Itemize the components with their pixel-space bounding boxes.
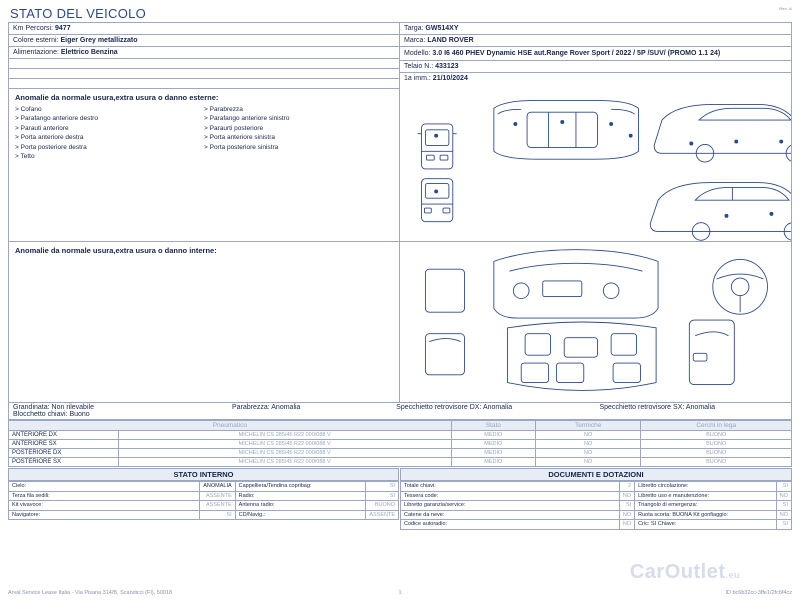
row-key: Antenna radio:	[235, 501, 366, 511]
note-grandinata	[9, 403, 228, 419]
table-row	[9, 482, 399, 492]
row-key: Cappelliera/Tendina copribag:	[235, 482, 366, 492]
note-parabrezza-value: Anomalia	[271, 404, 301, 411]
row-key	[635, 510, 777, 520]
row-key: Libretto garanzia/service:	[401, 501, 620, 511]
table-row	[9, 449, 792, 458]
list-item: > Paraurti posteriore	[204, 124, 393, 133]
tyre-stato: MEDIO	[451, 431, 535, 440]
footer-document-id: ID bc6b32cc-3ffe1/2fc6f4cz	[725, 590, 792, 596]
note-parabrezza	[228, 403, 392, 419]
cric-label: Cric:	[638, 521, 650, 528]
field-targa-label: Targa:	[404, 25, 424, 32]
field-alimentazione-value: Elettrico Benzina	[60, 49, 118, 56]
tyres-header-stato: Stato	[451, 421, 535, 431]
note-parabrezza-label: Parabrezza:	[231, 404, 270, 411]
field-modello-value: 3.0 I6 460 PHEV Dynamic HSE aut.Range Rover Sport / 2022 / 5P /SUV/ (PROMO 1.1 24)	[432, 50, 721, 57]
condition-notes-row	[8, 403, 792, 420]
car-front-view	[418, 124, 457, 169]
tyre-position: ANTERIORE DX	[9, 431, 119, 440]
list-item: > Parabrezza	[204, 105, 393, 114]
car-side-view-lower	[650, 183, 791, 241]
field-modello	[400, 47, 791, 61]
car-side-view-upper	[654, 104, 791, 162]
row-value: BUONO	[366, 501, 399, 511]
interior-damage-list	[9, 242, 400, 402]
spacer-row-1	[9, 59, 399, 69]
row-value: SI	[200, 510, 235, 520]
table-row	[9, 440, 792, 449]
row-key: Cielo:	[9, 482, 200, 492]
footer-page-number: 1	[398, 590, 402, 596]
note-specchietto-sx-value: Anomalia	[685, 404, 716, 411]
row-key: Catene da neve:	[401, 510, 620, 520]
revision-label: Rev. A	[779, 6, 792, 11]
car-top-view	[494, 100, 639, 159]
field-marca-label: Marca:	[404, 37, 426, 44]
interior-state-table	[8, 481, 399, 520]
ruota-scorta-value: BUONA	[672, 511, 692, 518]
note-specchietto-sx-label: Specchietto retrovisore SX:	[599, 404, 685, 411]
field-targa	[400, 23, 791, 35]
field-km	[9, 23, 399, 35]
tyre-spec: MICHELIN CS 285/45 R22 000/088 V	[118, 440, 451, 449]
exterior-damage-title: Anomalie da normale usura,extra usura o danno esterne:	[15, 93, 219, 102]
tyre-termiche: NO	[535, 431, 641, 440]
tyre-termiche: NO	[535, 440, 641, 449]
row-key: Triangolo di emergenza:	[635, 501, 777, 511]
row-value: NO	[619, 520, 634, 530]
page-title: STATO DEL VEICOLO	[8, 6, 792, 23]
table-row	[401, 520, 792, 530]
note-blocchetto-label: Blocchetto chiavi:	[13, 411, 68, 418]
row-value: SI	[776, 520, 791, 530]
spacer-row-3	[9, 79, 399, 89]
interior-diagram-area	[400, 242, 791, 402]
note-grandinata-label: Grandinata:	[13, 404, 50, 411]
tyres-header-row	[9, 421, 792, 431]
row-value: 2	[619, 482, 634, 492]
row-key: Totale chiavi:	[401, 482, 620, 492]
vehicle-right-column	[400, 23, 791, 89]
dashboard-diagram	[494, 250, 658, 318]
tyre-spec: MICHELIN CS 285/45 R22 000/088 V	[118, 449, 451, 458]
field-alimentazione-label: Alimentazione:	[13, 49, 59, 56]
row-value: NO	[776, 491, 791, 501]
table-row	[401, 482, 792, 492]
note-grandinata-value: Non rilevabile	[51, 404, 94, 411]
cric-value: SI	[650, 521, 657, 528]
table-row	[9, 458, 792, 467]
list-item: > Parauti anteriore	[15, 124, 204, 133]
note-blocchetto-line	[13, 411, 224, 418]
tyre-cerchi: BUONO	[641, 449, 792, 458]
tyre-stato: MEDIO	[451, 449, 535, 458]
ruota-scorta-label: Ruota scorta:	[638, 511, 671, 518]
row-value: NO	[619, 510, 634, 520]
row-value: SI	[776, 501, 791, 511]
tyre-stato: MEDIO	[451, 458, 535, 467]
table-row	[401, 510, 792, 520]
tyre-stato: MEDIO	[451, 440, 535, 449]
note-specchietto-sx	[595, 403, 791, 419]
note-specchietto-dx-value: Anomalia	[482, 404, 513, 411]
tyres-header-termiche: Termiche	[535, 421, 641, 431]
table-row	[401, 491, 792, 501]
row-value: SI	[366, 482, 399, 492]
list-item: > Parafango anteriore sinistro	[204, 114, 393, 123]
note-grandinata-line	[13, 404, 224, 411]
row-value: SI	[366, 491, 399, 501]
page-footer	[8, 590, 792, 596]
row-value: SI	[619, 501, 634, 511]
field-prima-immatricolazione	[400, 73, 791, 84]
bottom-sections	[8, 468, 792, 530]
field-telaio	[400, 61, 791, 73]
table-row	[9, 431, 792, 440]
field-km-label: Km Percorsi:	[13, 25, 54, 32]
table-row	[9, 510, 399, 520]
table-row	[401, 501, 792, 511]
field-alimentazione	[9, 47, 399, 59]
documents-section	[400, 468, 792, 530]
vehicle-identification	[8, 23, 792, 89]
table-row	[9, 501, 399, 511]
documents-table	[400, 481, 792, 530]
list-item: > Porta anteriore sinistra	[204, 133, 393, 142]
list-item: > Tetto	[15, 152, 204, 161]
field-prima-immatricolazione-value: 21/10/2024	[432, 75, 468, 83]
tyre-cerchi: BUONO	[641, 458, 792, 467]
field-telaio-label: Telaio N.:	[404, 63, 434, 71]
list-item: > Porta anteriore destra	[15, 133, 204, 142]
tyres-table	[8, 420, 792, 467]
tyres-header-cerchi: Cerchi in lega	[641, 421, 792, 431]
tyre-termiche: NO	[535, 458, 641, 467]
row-key: Radio:	[235, 491, 366, 501]
interior-state-title: STATO INTERNO	[8, 468, 399, 481]
table-row	[9, 491, 399, 501]
interior-state-section	[8, 468, 400, 530]
cabin-seat-plan	[508, 322, 657, 390]
field-colore-value: Eiger Grey metallizzato	[60, 37, 138, 44]
kit-gonfiaggio-label: Kit gonfiaggio:	[693, 511, 729, 518]
row-key: Navigatore:	[9, 510, 200, 520]
row-key: Libretto uso e manutenzione:	[635, 491, 777, 501]
field-colore	[9, 35, 399, 47]
note-blocchetto-value: Buono	[69, 411, 90, 418]
row-key: Terza fila sedili:	[9, 491, 200, 501]
row-value: ASSENTE	[366, 510, 399, 520]
field-targa-value: GW514XY	[425, 25, 459, 32]
car-exterior-diagram	[400, 89, 791, 241]
exterior-damage-column-2	[204, 105, 393, 162]
door-panel-diagrams	[425, 269, 464, 375]
tyre-position: ANTERIORE SX	[9, 440, 119, 449]
row-value: NO	[619, 491, 634, 501]
note-specchietto-dx-label: Specchietto retrovisore DX:	[396, 404, 482, 411]
list-item: > Parafango anteriore destro	[15, 114, 204, 123]
exterior-damage-column-1	[15, 105, 204, 162]
exterior-damage-columns	[15, 105, 393, 162]
field-colore-label: Colore esterni:	[13, 37, 59, 44]
row-key	[635, 520, 777, 530]
documents-title: DOCUMENTI E DOTAZIONI	[400, 468, 792, 481]
field-marca	[400, 35, 791, 47]
row-value: SI	[776, 482, 791, 492]
field-km-value: 9477	[55, 25, 71, 32]
row-key: Kit vivavoce:	[9, 501, 200, 511]
watermark-suffix: .eu	[725, 570, 740, 580]
list-item: > Cofano	[15, 105, 204, 114]
watermark	[630, 561, 740, 584]
exterior-diagram-area	[400, 89, 791, 241]
tyres-header-pneumatico: Pneumatico	[9, 421, 452, 431]
row-key: CD/Navig.:	[235, 510, 366, 520]
footer-left: Arval Service Lease Italia - Via Pisana 314/B, Scandicci (FI), 50018	[8, 590, 173, 596]
field-prima-immatricolazione-label: 1a imm.:	[404, 75, 431, 83]
tyre-position: POSTERIORE DX	[9, 449, 119, 458]
chiave-label: Chiave:	[657, 521, 677, 528]
list-item: > Porta posteriore destra	[15, 143, 204, 152]
spacer-row-2	[9, 69, 399, 79]
exterior-damage-panel	[8, 89, 792, 242]
row-value: NO	[776, 510, 791, 520]
note-specchietto-dx	[392, 403, 595, 419]
vehicle-left-column	[9, 23, 400, 89]
row-key: Libretto circolazione:	[635, 482, 777, 492]
row-value: ASSENTE	[200, 491, 235, 501]
damage-markers	[434, 120, 791, 218]
row-value: ASSENTE	[200, 501, 235, 511]
list-item: > Porta posteriore sinistra	[204, 143, 393, 152]
field-marca-value: LAND ROVER	[427, 37, 474, 44]
tyre-termiche: NO	[535, 449, 641, 458]
row-key: Tessera code:	[401, 491, 620, 501]
car-interior-diagram	[400, 242, 791, 402]
tyre-position: POSTERIORE SX	[9, 458, 119, 467]
tyre-spec: MICHELIN CS 285/45 R22 000/088 V	[118, 431, 451, 440]
tyre-cerchi: BUONO	[641, 440, 792, 449]
interior-damage-title: Anomalie da normale usura,extra usura o danno interne:	[15, 246, 217, 255]
right-panel-diagram	[689, 259, 767, 384]
field-modello-label: Modello:	[404, 50, 431, 57]
exterior-damage-list	[9, 89, 400, 241]
watermark-text: CarOutlet	[629, 561, 726, 583]
tyre-cerchi: BUONO	[641, 431, 792, 440]
row-value: ANOMALIA	[200, 482, 235, 492]
interior-damage-panel	[8, 242, 792, 403]
field-telaio-value: 433123	[435, 63, 459, 71]
car-rear-view	[422, 179, 453, 222]
tyre-spec: MICHELIN CS 285/45 R22 000/088 V	[118, 458, 451, 467]
row-key: Codice autoradio:	[401, 520, 620, 530]
